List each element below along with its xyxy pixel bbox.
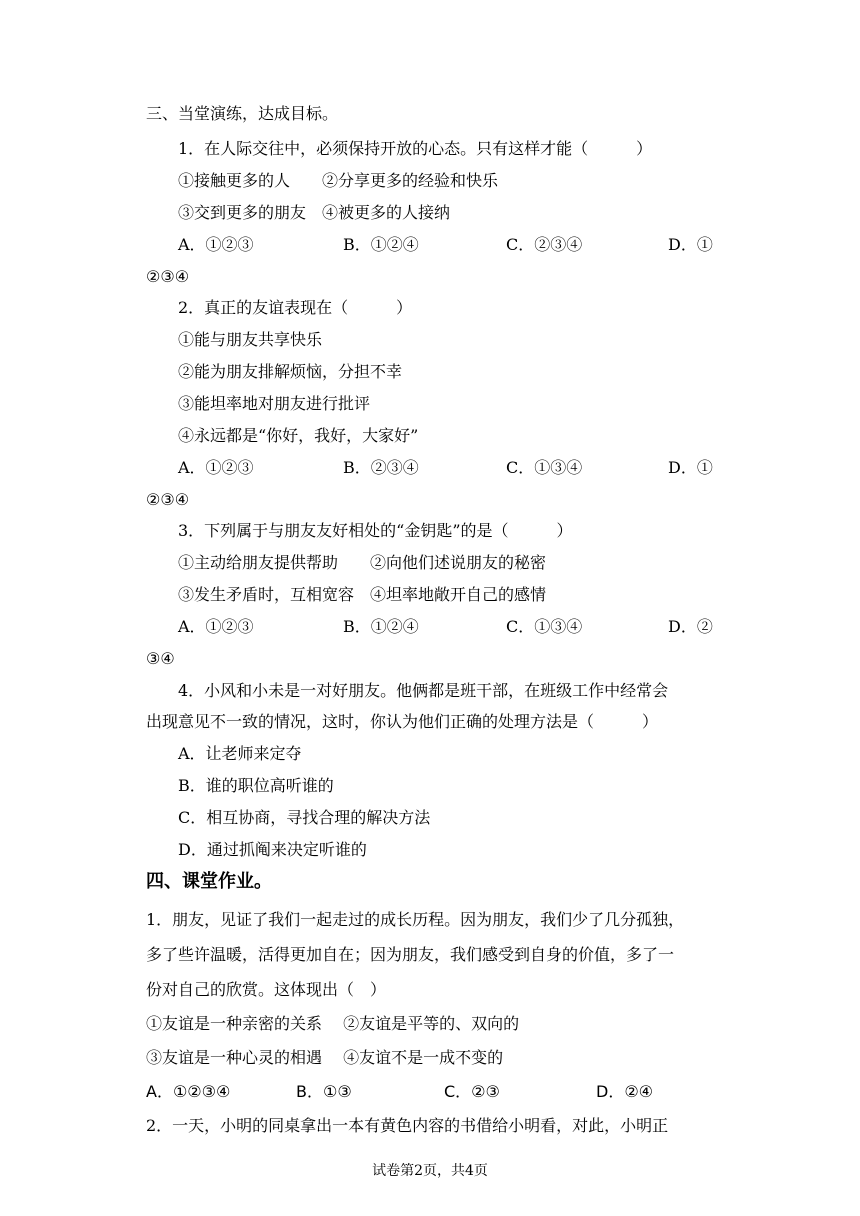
section3-title: 三、当堂演练，达成目标。 <box>146 104 339 123</box>
s4-q1-line-3: 份对自己的欣赏。这体现出（ ） <box>146 980 387 999</box>
q3-option-c: C．①③④ <box>506 617 583 636</box>
page-footer: 试卷第2页，共4页 <box>372 1163 488 1179</box>
q4-stem-line-1: 4．小风和小未是一对好朋友。他俩都是班干部，在班级工作中经常会 <box>178 681 669 700</box>
q1-option-a: A．①②③ <box>178 235 254 254</box>
q1-stem: 1．在人际交往中，必须保持开放的心态。只有这样才能（ ） <box>178 139 653 158</box>
q2-option-d: D．① <box>668 458 713 477</box>
q1-option-d: D．① <box>668 235 713 254</box>
section4-title: 四、课堂作业。 <box>146 871 272 892</box>
q4-option-d: D．通过抓阄来决定听谁的 <box>178 840 367 859</box>
q1-option-wrap: ②③④ <box>146 267 190 286</box>
q2-item-2: ②能为朋友排解烦恼，分担不幸 <box>178 362 403 381</box>
q3-item-2: ③发生矛盾时，互相宽容 ④坦率地敞开自己的感情 <box>178 585 547 604</box>
s4-q1-line-2: 多了些许温暖，活得更加自在；因为朋友，我们感受到自身的价值，多了一 <box>146 945 675 964</box>
s4-q1-option-d: D．②④ <box>596 1082 654 1101</box>
q3-item-1: ①主动给朋友提供帮助 ②向他们述说朋友的秘密 <box>178 553 547 572</box>
s4-q1-option-c: C．②③ <box>444 1082 500 1101</box>
q3-option-wrap: ③④ <box>146 649 175 668</box>
q2-option-wrap: ②③④ <box>146 490 190 509</box>
q2-option-a: A．①②③ <box>178 458 254 477</box>
q1-option-b: B．①②④ <box>343 235 419 254</box>
q1-item-2: ③交到更多的朋友 ④被更多的人接纳 <box>178 203 451 222</box>
s4-q2-line-1: 2．一天，小明的同桌拿出一本有黄色内容的书借给小明看，对此，小明正 <box>146 1116 669 1135</box>
s4-q1-line-1: 1．朋友，见证了我们一起走过的成长历程。因为朋友，我们少了几分孤独， <box>146 910 685 929</box>
s4-q1-item-1: ①友谊是一种亲密的关系 ②友谊是平等的、双向的 <box>146 1014 520 1033</box>
q4-option-a: A．让老师来定夺 <box>178 744 302 763</box>
q1-option-c: C．②③④ <box>506 235 583 254</box>
q2-stem: 2．真正的友谊表现在（ ） <box>178 298 413 317</box>
q4-option-c: C．相互协商，寻找合理的解决方法 <box>178 808 431 827</box>
q2-item-1: ①能与朋友共享快乐 <box>178 330 323 349</box>
q4-option-b: B．谁的职位高听谁的 <box>178 776 334 795</box>
q2-item-4: ④永远都是“你好，我好，大家好” <box>178 426 419 445</box>
s4-q1-option-a: A．①②③④ <box>146 1082 231 1101</box>
q3-option-b: B．①②④ <box>343 617 419 636</box>
q1-item-1: ①接触更多的人 ②分享更多的经验和快乐 <box>178 171 499 190</box>
q4-stem-line-2: 出现意见不一致的情况，这时，你认为他们正确的处理方法是（ ） <box>146 712 659 731</box>
s4-q1-item-2: ③友谊是一种心灵的相遇 ④友谊不是一成不变的 <box>146 1048 504 1067</box>
q2-option-b: B．②③④ <box>343 458 419 477</box>
s4-q1-option-b: B．①③ <box>296 1082 352 1101</box>
q3-option-a: A．①②③ <box>178 617 254 636</box>
q2-item-3: ③能坦率地对朋友进行批评 <box>178 394 371 413</box>
q3-option-d: D．② <box>668 617 713 636</box>
q2-option-c: C．①③④ <box>506 458 583 477</box>
q3-stem: 3．下列属于与朋友友好相处的“金钥匙”的是（ ） <box>178 521 573 540</box>
